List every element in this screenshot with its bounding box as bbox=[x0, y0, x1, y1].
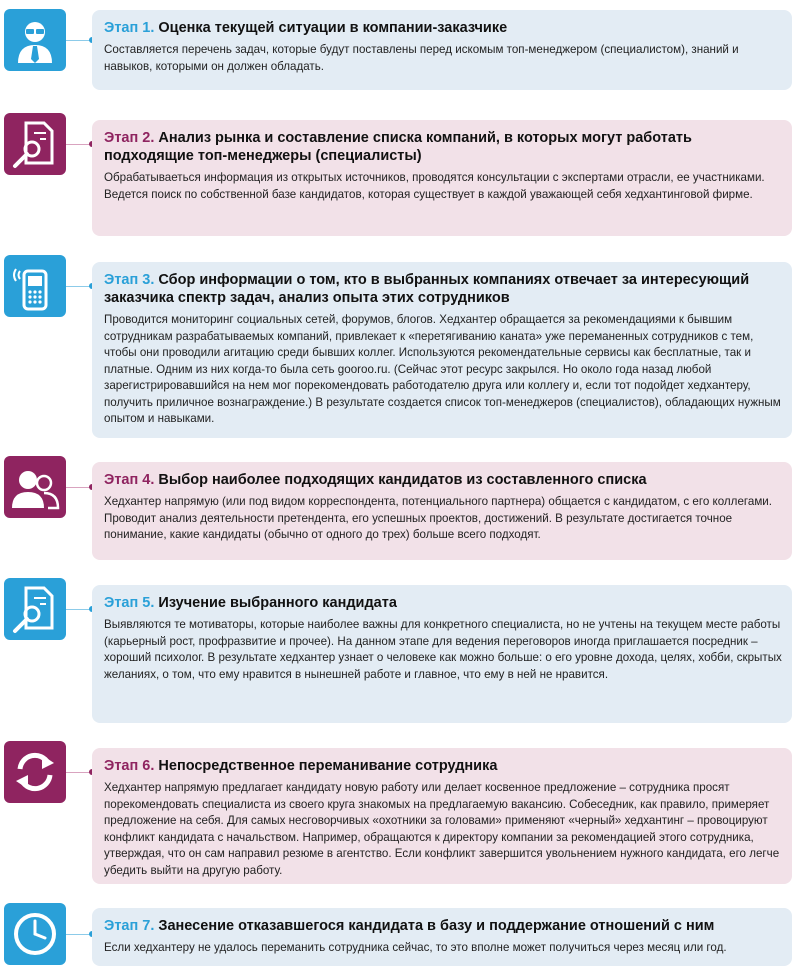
step-title bbox=[104, 471, 782, 489]
manager-icon bbox=[4, 9, 66, 71]
connector bbox=[66, 609, 92, 610]
step-card bbox=[92, 585, 792, 723]
connector bbox=[66, 286, 92, 287]
step-card bbox=[92, 748, 792, 884]
step-number: Этап 6. bbox=[104, 758, 155, 774]
step-title bbox=[104, 594, 782, 612]
step-heading: Сбор информации о том, кто в выбранных компаниях отвечает за интересующий заказчика спектр задач, анализ опыта этих сотрудников bbox=[104, 272, 750, 306]
users-icon bbox=[4, 456, 66, 518]
step-number: Этап 5. bbox=[104, 595, 155, 611]
step-text: Составляется перечень задач, которые будут поставлены перед искомым топ-менеджером (специалистом), знаний и навыков, которыми он должен обладать. bbox=[104, 43, 739, 73]
step-title bbox=[104, 129, 782, 165]
step-card bbox=[92, 10, 792, 90]
connector bbox=[66, 772, 92, 773]
connector bbox=[66, 40, 92, 41]
connector bbox=[66, 487, 92, 488]
step-number: Этап 4. bbox=[104, 472, 155, 488]
step-number: Этап 2. bbox=[104, 130, 155, 146]
step-heading: Оценка текущей ситуации в компании-заказчике bbox=[158, 20, 508, 36]
step-card bbox=[92, 462, 792, 560]
step-heading: Анализ рынка и составление списка компаний, в которых могут работать подходящие топ-менеджеры (специалисты) bbox=[104, 130, 692, 164]
step-number: Этап 1. bbox=[104, 20, 155, 36]
step-heading: Выбор наиболее подходящих кандидатов из составленного списка bbox=[158, 472, 647, 488]
step-text: Проводится мониторинг социальных сетей, форумов, блогов. Хедхантер обращается за рекомендациями к бывшим сотрудникам разрабатываемых компаний, привлекает к «перетягиванию каната» уже переманенных сотрудников с тем, чтобы они проводили агитацию среди бывших коллег. Используются рекомендательные сервисы как бесплатные, так и платные. Одним из них когда-то была сеть gooroo.ru. (Сейчас этот ресурс закрылся. Но около года назад любой зарегистрировавшийся на нем мог порекомендовать работодателю друга или коллегу и, если тот подойдет хедхантеру, получить приличное вознаграждение.) В результате создается список топ-менеджеров (специалистов), обладающих нужным опытом и навыками. bbox=[104, 313, 781, 425]
mobile-phone-icon bbox=[4, 255, 66, 317]
connector bbox=[66, 934, 92, 935]
step-text: Хедхантер напрямую предлагает кандидату новую работу или делает косвенное предложение – сотрудника просят порекомендовать специалиста из своего круга знакомых на предлагаемую вакансию. Собеседник, как правило, примеряет предложение на себя. Для самых несговорчивых «охотники за головами» применяют «черный» хедхантинг – провоцируют конфликт кандидата с начальством. Например, обращаются к директору компании за рекомендацией этого сотрудника, утверждая, что он сам направил резюме в агентство. Если конфликт завершится увольнением нужного кандидата, его легче убедить выйти на другую работу. bbox=[104, 781, 780, 877]
step-heading: Непосредственное переманивание сотрудника bbox=[158, 758, 498, 774]
step-title bbox=[104, 917, 782, 935]
clock-icon bbox=[4, 903, 66, 965]
step-text: Хедхантер напрямую (или под видом корреспондента, потенциального партнера) общается с кандидатом, с его коллегами. Проводит анализ деятельности претендента, его успешных проектов, достижений. В результате достигается точное понимание, какие кандидаты (обычно от одного до трех) больше всего подходят. bbox=[104, 495, 772, 541]
step-number: Этап 3. bbox=[104, 272, 155, 288]
step-card bbox=[92, 262, 792, 438]
connector bbox=[66, 144, 92, 145]
step-title bbox=[104, 19, 782, 37]
step-text: Если хедхантеру не удалось переманить сотрудника сейчас, то это вполне может получиться через месяц или год. bbox=[104, 941, 727, 954]
step-heading: Изучение выбранного кандидата bbox=[158, 595, 397, 611]
refresh-icon bbox=[4, 741, 66, 803]
step-number: Этап 7. bbox=[104, 918, 155, 934]
document-search-icon bbox=[4, 578, 66, 640]
step-title bbox=[104, 271, 782, 307]
step-title bbox=[104, 757, 782, 775]
document-search-icon bbox=[4, 113, 66, 175]
step-heading: Занесение отказавшегося кандидата в базу и поддержание отношений с ним bbox=[158, 918, 715, 934]
step-text: Обрабатываеться информация из открытых источников, проводятся консультации с экспертами отрасли, ее участниками. Ведется поиск по собственной базе кандидатов, которая существует в каждой уважающей себя хедхантинговой фирме. bbox=[104, 171, 765, 201]
step-text: Выявляются те мотиваторы, которые наиболее важны для конкретного специалиста, но не учтены на текущем месте работы (карьерный рост, профразвитие и прочее). На данном этапе для ведения переговоров иногда приглашается посредник – хороший психолог. В результате хедхантер узнает о человеке как можно больше: о его уровне дохода, целях, хобби, скрытых желаниях, о том, что ему нравится в нынешней работе и главное, что ему в ней не нравится. bbox=[104, 618, 782, 681]
step-card bbox=[92, 908, 792, 966]
step-card bbox=[92, 120, 792, 236]
